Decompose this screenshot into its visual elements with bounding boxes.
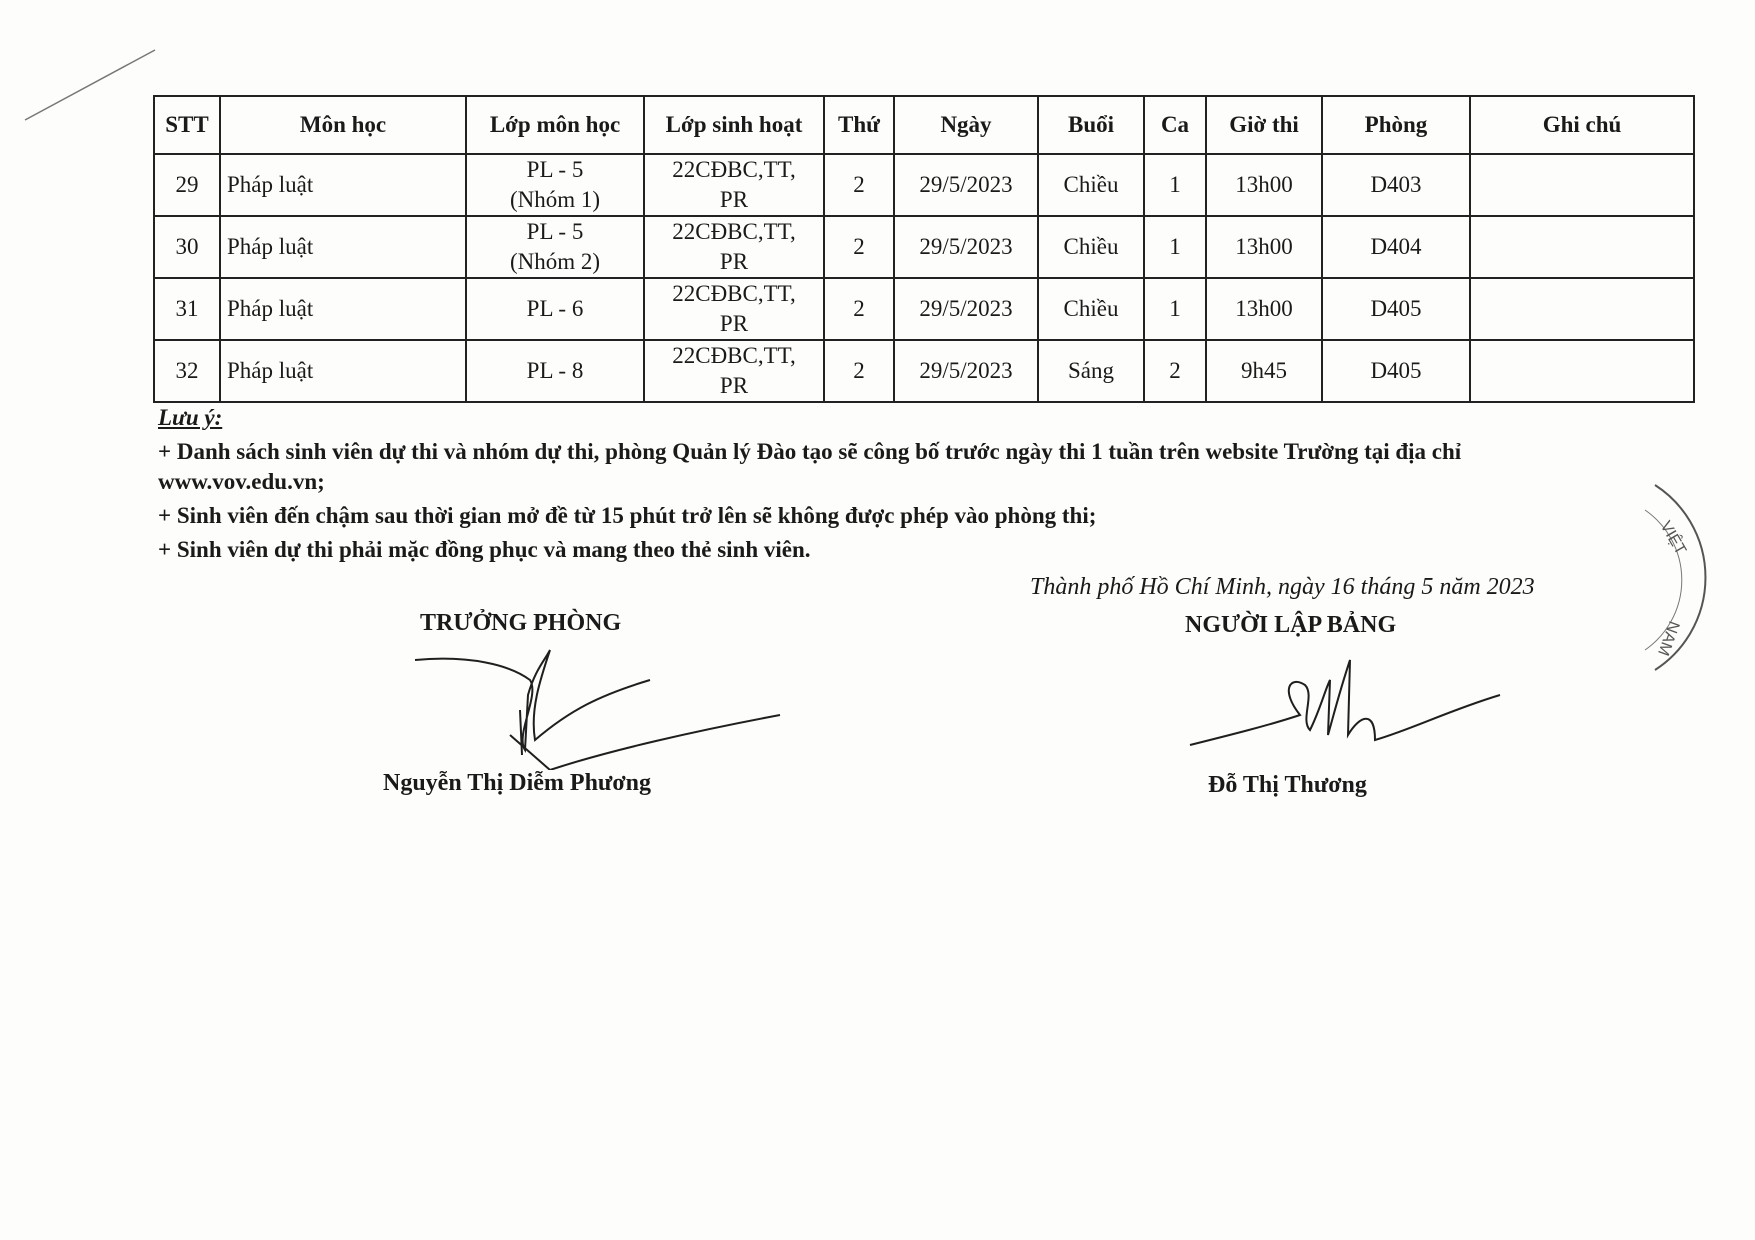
- official-stamp: [1620, 480, 1750, 680]
- cell-phong: D405: [1322, 340, 1470, 402]
- column-header: Môn học: [220, 96, 466, 154]
- cell-line: PR: [719, 249, 749, 274]
- cell-ngay: 29/5/2023: [894, 216, 1038, 278]
- cell-gio-thi: 13h00: [1206, 216, 1322, 278]
- cell-buoi: Chiều: [1038, 278, 1144, 340]
- column-header: Ca: [1144, 96, 1206, 154]
- cell-line: PR: [719, 187, 749, 212]
- cell-buoi: Chiều: [1038, 216, 1144, 278]
- cell-line: PR: [719, 373, 749, 398]
- note-item: + Sinh viên dự thi phải mặc đồng phục và mang theo thẻ sinh viên.: [158, 537, 811, 562]
- cell-ngay: 29/5/2023: [894, 278, 1038, 340]
- cell-ca: 2: [1144, 340, 1206, 402]
- cell-line: PL - 5: [526, 219, 584, 244]
- cell-ghi-chu: [1470, 154, 1694, 216]
- cell-line: PL - 8: [526, 358, 584, 383]
- cell-line: PL - 6: [526, 296, 584, 321]
- cell-lop-mon-hoc: [466, 216, 644, 278]
- cell-phong: D403: [1322, 154, 1470, 216]
- left-signer-title: TRƯỞNG PHÒNG: [420, 610, 622, 636]
- column-header: STT: [154, 96, 220, 154]
- cell-ca: 1: [1144, 278, 1206, 340]
- right-signer-name: Đỗ Thị Thương: [1208, 772, 1367, 798]
- cell-lop-mon-hoc: [466, 340, 644, 402]
- cell-mon-hoc: Pháp luật: [220, 216, 466, 278]
- column-header: Thứ: [824, 96, 894, 154]
- table-header-row: [154, 96, 1694, 154]
- cell-ghi-chu: [1470, 216, 1694, 278]
- cell-line: 22CĐBC,TT,: [672, 157, 796, 182]
- note-item: + Sinh viên đến chậm sau thời gian mở đề từ 15 phút trở lên sẽ không được phép vào phòng thi;: [158, 503, 1097, 528]
- place-date: Thành phố Hồ Chí Minh, ngày 16 tháng 5 năm 2023: [1030, 574, 1535, 600]
- cell-gio-thi: 13h00: [1206, 154, 1322, 216]
- column-header: Giờ thi: [1206, 96, 1322, 154]
- cell-ca: 1: [1144, 216, 1206, 278]
- cell-mon-hoc: Pháp luật: [220, 340, 466, 402]
- cell-stt: 32: [154, 340, 220, 402]
- left-signer-name: Nguyễn Thị Diễm Phương: [383, 770, 651, 796]
- cell-lop-mon-hoc: [466, 278, 644, 340]
- left-signature-mark: [410, 640, 790, 770]
- cell-lop-sinh-hoat: [644, 340, 824, 402]
- cell-line: PR: [719, 311, 749, 336]
- notes-section: [158, 403, 1618, 569]
- cell-ngay: 29/5/2023: [894, 340, 1038, 402]
- column-header: Lớp sinh hoạt: [644, 96, 824, 154]
- exam-schedule-table: [153, 95, 1695, 403]
- cell-ghi-chu: [1470, 278, 1694, 340]
- cell-stt: 31: [154, 278, 220, 340]
- table-row: [154, 154, 1694, 216]
- cell-line: (Nhóm 2): [509, 249, 601, 274]
- table-body: [154, 154, 1694, 402]
- column-header: Phòng: [1322, 96, 1470, 154]
- table-row: [154, 216, 1694, 278]
- cell-buoi: Sáng: [1038, 340, 1144, 402]
- cell-thu: 2: [824, 154, 894, 216]
- cell-ngay: 29/5/2023: [894, 154, 1038, 216]
- cell-phong: D404: [1322, 216, 1470, 278]
- cell-lop-sinh-hoat: [644, 278, 824, 340]
- cell-line: 22CĐBC,TT,: [672, 281, 796, 306]
- column-header: Ghi chú: [1470, 96, 1694, 154]
- table-row: [154, 340, 1694, 402]
- right-signature-mark: [1180, 650, 1510, 760]
- right-signer-title: NGƯỜI LẬP BẢNG: [1185, 612, 1397, 638]
- cell-mon-hoc: Pháp luật: [220, 278, 466, 340]
- column-header: Ngày: [894, 96, 1038, 154]
- notes-title: Lưu ý:: [158, 405, 223, 430]
- cell-stt: 30: [154, 216, 220, 278]
- cell-line: 22CĐBC,TT,: [672, 219, 796, 244]
- column-header: Lớp môn học: [466, 96, 644, 154]
- table-row: [154, 278, 1694, 340]
- cell-thu: 2: [824, 216, 894, 278]
- cell-buoi: Chiều: [1038, 154, 1144, 216]
- cell-phong: D405: [1322, 278, 1470, 340]
- cell-line: PL - 5: [526, 157, 584, 182]
- cell-lop-sinh-hoat: [644, 154, 824, 216]
- svg-text:NAM: NAM: [1654, 618, 1683, 658]
- cell-stt: 29: [154, 154, 220, 216]
- scan-mark: [15, 30, 175, 140]
- cell-lop-sinh-hoat: [644, 216, 824, 278]
- cell-thu: 2: [824, 278, 894, 340]
- cell-thu: 2: [824, 340, 894, 402]
- cell-line: (Nhóm 1): [509, 187, 601, 212]
- svg-text:VIỆT: VIỆT: [1656, 518, 1690, 558]
- note-item: + Danh sách sinh viên dự thi và nhóm dự thi, phòng Quản lý Đào tạo sẽ công bố trước ngày thi 1 tuần trên website Trường tại địa chỉ www.vov.edu.vn;: [158, 439, 1462, 494]
- cell-gio-thi: 13h00: [1206, 278, 1322, 340]
- cell-mon-hoc: Pháp luật: [220, 154, 466, 216]
- cell-line: 22CĐBC,TT,: [672, 343, 796, 368]
- column-header: Buổi: [1038, 96, 1144, 154]
- cell-gio-thi: 9h45: [1206, 340, 1322, 402]
- cell-ca: 1: [1144, 154, 1206, 216]
- cell-lop-mon-hoc: [466, 154, 644, 216]
- cell-ghi-chu: [1470, 340, 1694, 402]
